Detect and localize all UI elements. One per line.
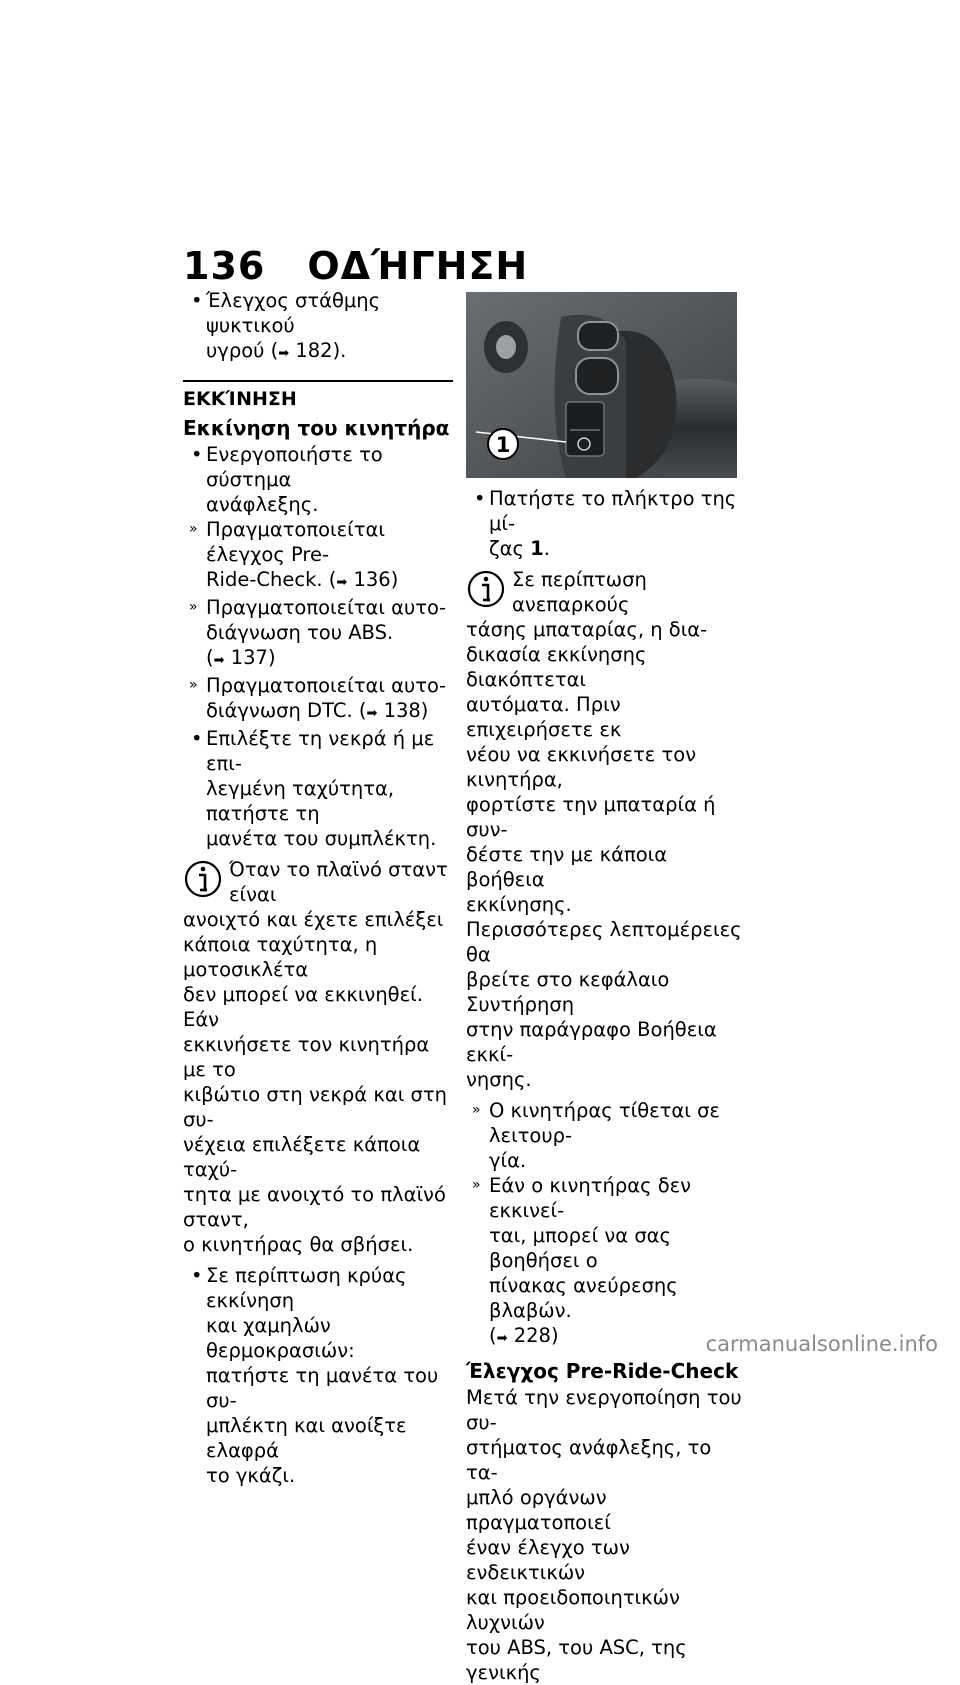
info-icon <box>183 859 223 899</box>
bullet: • <box>191 289 203 312</box>
page-ref-arrow-icon: ➡ <box>213 653 225 668</box>
page-ref-link[interactable]: 228) <box>513 1324 559 1347</box>
left-column <box>183 288 453 1488</box>
page-ref-arrow-icon: ➡ <box>366 706 378 721</box>
list-item: • Ενεργοποιήστε το σύστημα ανάφλεξης. <box>191 443 383 516</box>
list-item: • Επιλέξτε τη νεκρά ή με επι- λεγμένη ταχύτητα, πατήστε τη μανέτα του συμπλέκτη. <box>191 727 437 850</box>
handlebar-switch-photo <box>466 292 737 478</box>
page-ref-arrow-icon: ➡ <box>336 575 348 590</box>
page-ref-arrow-icon: ➡ <box>278 346 290 361</box>
result-item: » Πραγματοποιείται αυτο- διάγνωση DTC. (➡ 138) <box>189 674 447 722</box>
result-item: » Πραγματοποιείται αυτο- διάγνωση του ABS. (➡ 137) <box>189 596 447 669</box>
watermark: carmanualsonline.info <box>705 1332 938 1356</box>
switch-illustration <box>466 292 737 478</box>
chapter-title: ΟΔΉΓΗΣΗ <box>307 244 529 288</box>
page-number: 136 <box>183 244 266 288</box>
info-note: Σε περίπτωση ανεπαρκούς τάσης μπαταρίας, η δια- δικασία εκκίνησης διακόπτεται αυτόματα. Πριν επιχειρήσετε εκ νέου να εκκινήσετε τον κινητήρα, φορτίστε την μπαταρία ή συν- δέστε την με κάποια βοήθεια εκκίνησης. Περισσότερες λεπτομέρειες θα βρείτε στο κεφάλαιο Συντήρηση στην παράγραφο Βοήθεια εκκί- νησης. <box>466 568 742 1091</box>
info-note: Όταν το πλαϊνό σταντ είναι ανοιχτό και έχετε επιλέξει κάποια ταχύτητα, η μοτοσικλέτα δεν μπορεί να εκκινηθεί. Εάν εκκινήσετε τον κινητήρα με το κιβώτιο στη νεκρά και στη συ- νέχεια επιλέξετε κάποια ταχύ- τητα με ανοιχτό το πλαϊνό σταντ, ο κινητήρας θα σβήσει. <box>183 858 448 1256</box>
list-item: • Σε περίπτωση κρύας εκκίνηση και χαμηλών θερμοκρασιών: πατήστε τη μανέτα του συ- μπλέκτη και ανοίξτε ελαφρά το γκάζι. <box>191 1264 439 1487</box>
page-ref-link[interactable]: 137) <box>230 646 276 669</box>
section-title: ΕΚΚΊΝΗΣΗ <box>183 388 297 410</box>
result-item: » Ο κινητήρας τίθεται σε λειτουρ- γία. <box>472 1099 720 1172</box>
page-ref-link[interactable]: 136) <box>353 568 399 591</box>
subsection-title: Εκκίνηση του κινητήρα <box>183 416 450 440</box>
result-item: » Πραγματοποιείται έλεγχος Pre- Ride-Check. (➡ 136) <box>189 518 399 591</box>
page-header <box>183 244 528 288</box>
section-divider <box>183 380 453 382</box>
subsection-title: Έλεγχος Pre-Ride-Check <box>466 1359 739 1383</box>
page-ref-link[interactable]: 138) <box>383 699 429 722</box>
info-icon <box>466 569 506 609</box>
right-column <box>466 288 746 1685</box>
list-item: • Έλεγχος στάθμης ψυκτικού υγρού (➡ 182). <box>191 289 381 362</box>
result-item: » Εάν ο κινητήρας δεν εκκινεί- ται, μπορεί να σας βοηθήσει ο πίνακας ανεύρεσης βλαβών. (➡ 228) <box>472 1174 692 1347</box>
page-ref-link[interactable]: 182). <box>295 339 347 362</box>
result-marker: » <box>189 521 198 537</box>
paragraph: Μετά την ενεργοποίηση του συ- στήματος ανάφλεξης, το τα- μπλό οργάνων πραγματοποιεί έναν έλεγχο των ενδεικτικών και προειδοποιητικών λυχνιών του ABS, του ASC, της γενικής <box>466 1386 742 1684</box>
page-ref-arrow-icon: ➡ <box>496 1331 508 1346</box>
callout-label: 1 <box>495 433 511 457</box>
list-item: • Πατήστε το πλήκτρο της μί- ζας 1. <box>474 487 737 560</box>
